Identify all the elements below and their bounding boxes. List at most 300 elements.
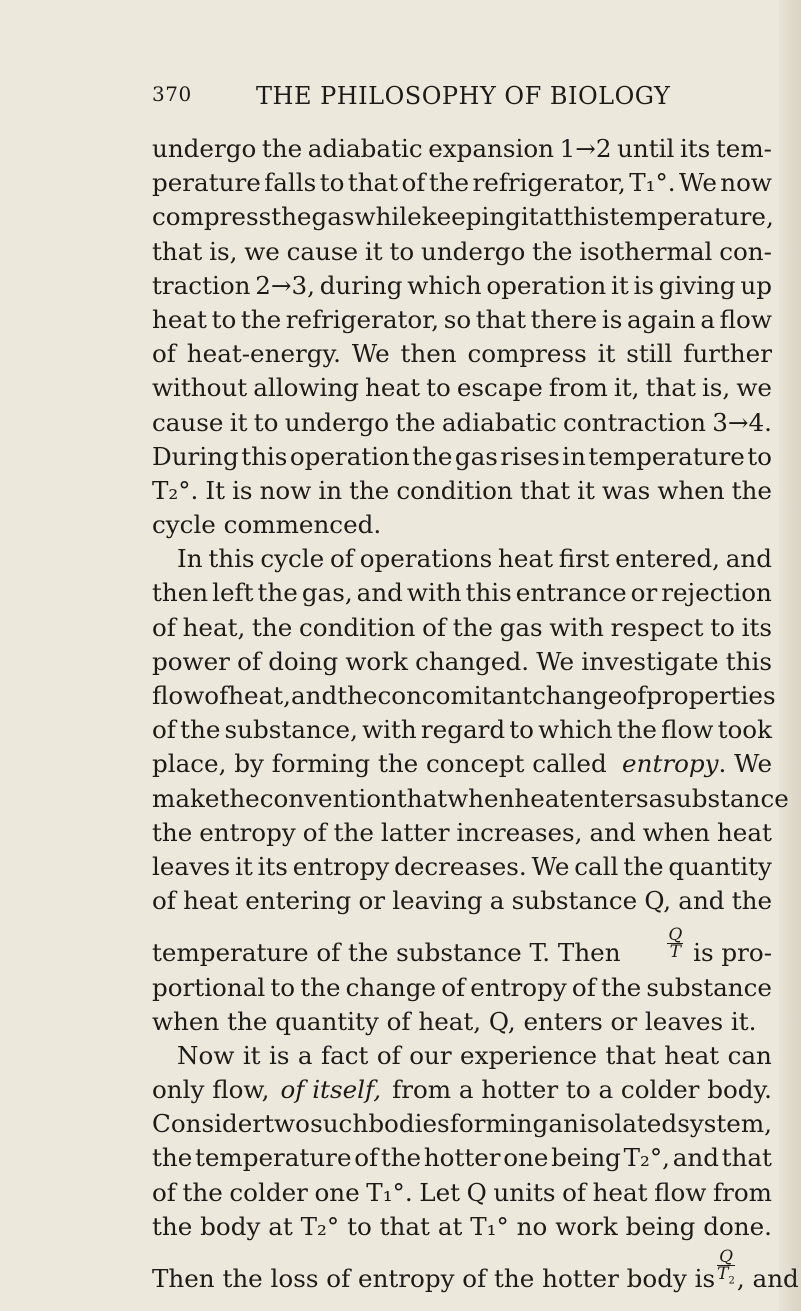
word: this: [465, 578, 512, 608]
word: temperature: [588, 441, 745, 471]
text-segment: . We: [718, 749, 772, 779]
word: a: [489, 886, 505, 916]
word: is: [633, 270, 654, 300]
word: from: [713, 1177, 772, 1207]
text-segment: only flow,: [152, 1075, 270, 1105]
fraction-denominator: [717, 1266, 735, 1289]
word: rejection: [661, 578, 772, 608]
text-segment: [715, 1247, 799, 1296]
word: that: [645, 373, 696, 403]
text-line: [152, 925, 772, 970]
word: entrance: [515, 578, 627, 608]
word: heat,: [228, 681, 291, 710]
word: quantity: [668, 851, 772, 881]
word: traction: [152, 270, 251, 300]
word: bodies: [368, 1109, 450, 1139]
word: the: [380, 1143, 422, 1173]
fraction-q-over-t: [667, 925, 683, 963]
word: heat: [498, 544, 553, 574]
word: this: [563, 202, 610, 232]
word: the: [257, 578, 298, 608]
word: 1→2: [559, 134, 612, 163]
denominator-subscript: 2: [728, 1275, 735, 1287]
word: of: [152, 612, 176, 642]
word: that: [379, 1211, 430, 1241]
word: investigate: [581, 646, 719, 676]
word: decreases.: [394, 851, 527, 881]
word: gas: [454, 441, 498, 471]
word: giving: [658, 270, 736, 300]
word: it: [242, 1040, 261, 1070]
word: Now: [177, 1040, 235, 1070]
text-line: [152, 269, 772, 303]
word: when: [642, 817, 710, 847]
word: to: [270, 972, 296, 1002]
word: and: [678, 886, 725, 916]
word: of: [562, 1177, 586, 1207]
word: being: [551, 1143, 621, 1173]
word: of: [152, 339, 176, 369]
word: substance: [663, 783, 789, 813]
word: during: [319, 270, 403, 300]
word: leaves: [152, 851, 231, 881]
word: an: [548, 1109, 579, 1139]
word: it,: [613, 373, 640, 403]
word: and: [589, 817, 636, 847]
word: adiabatic: [441, 407, 557, 437]
word: is,: [701, 373, 731, 403]
word: it: [597, 339, 616, 369]
text-line: when the quantity of heat, Q, enters or leaves it.: [152, 1006, 757, 1036]
word: Q,: [644, 886, 672, 916]
word: the: [152, 1143, 193, 1173]
word: its: [257, 851, 288, 881]
word: of: [401, 168, 426, 198]
word: of: [302, 817, 327, 847]
word: first: [558, 544, 610, 574]
word: the: [252, 612, 293, 642]
word: forming: [449, 1109, 549, 1139]
text-line: [152, 747, 772, 781]
word: expansion: [428, 134, 554, 163]
text-line: [152, 611, 772, 645]
word: and: [290, 681, 338, 710]
word: the: [271, 202, 312, 232]
text-line: [152, 337, 772, 371]
text-line: [152, 679, 776, 713]
word: doing: [268, 646, 339, 676]
word: the: [428, 168, 470, 198]
word: In: [177, 544, 203, 574]
word: to: [253, 407, 279, 437]
word: power: [152, 646, 230, 676]
word: is,: [209, 236, 238, 266]
body-text: [152, 132, 799, 1296]
word: one: [503, 1143, 549, 1173]
word: then: [152, 578, 209, 608]
word: 2→3,: [255, 270, 315, 300]
word: it: [610, 270, 629, 300]
word: T₂°.: [152, 475, 199, 505]
fraction-numerator: Q: [668, 925, 683, 946]
word: when: [657, 475, 725, 505]
word: Let: [419, 1177, 461, 1207]
word: keeping: [421, 202, 521, 232]
word: heat: [664, 1040, 720, 1070]
word: it: [520, 202, 539, 232]
word: falls: [264, 168, 317, 198]
word: the: [452, 612, 493, 642]
word: and: [672, 1143, 719, 1173]
word: units: [493, 1177, 556, 1207]
running-title: THE PHILOSOPHY OF BIOLOGY: [256, 82, 671, 110]
word: It: [205, 475, 226, 505]
word: system,: [677, 1109, 772, 1139]
word: our: [409, 1040, 452, 1070]
text-line: [152, 303, 772, 337]
word: the: [616, 715, 657, 745]
word: heat: [183, 886, 239, 916]
word: flow: [654, 1177, 707, 1207]
word: enters: [569, 783, 649, 813]
text-line: [152, 406, 772, 440]
word: of: [376, 1040, 401, 1070]
word: with: [549, 612, 604, 642]
word: properties: [646, 681, 776, 710]
fraction-denominator: T: [669, 942, 681, 963]
word: contraction: [563, 407, 706, 437]
page-edge: [779, 0, 801, 1311]
word: left: [212, 578, 254, 608]
word: increases,: [456, 817, 583, 847]
word: of: [152, 715, 176, 745]
word: then: [400, 339, 457, 369]
text-line: [152, 542, 772, 576]
page-number: 370: [152, 82, 192, 106]
word: cause: [286, 236, 359, 266]
text-line: [152, 884, 772, 918]
word: substance: [511, 886, 638, 916]
word: the: [532, 236, 573, 266]
word: is: [268, 1040, 290, 1070]
word: T₁°: [470, 1211, 509, 1241]
text-line: [152, 1141, 772, 1175]
text-line: [152, 371, 772, 405]
word: again: [626, 304, 696, 334]
text-line: [152, 576, 772, 610]
word: that: [396, 783, 448, 813]
word: cycle: [260, 544, 325, 574]
text-segment: temperature of the substance T. Then: [152, 938, 621, 968]
word: entropy: [470, 972, 567, 1002]
word: to: [211, 304, 237, 334]
word: that: [152, 236, 203, 266]
word: isothermal: [579, 236, 713, 266]
word: a: [700, 304, 716, 334]
word: which: [407, 270, 482, 300]
word: that: [475, 304, 527, 334]
word: isolated: [579, 1109, 678, 1139]
word: it: [229, 407, 248, 437]
word: further: [683, 339, 772, 369]
word: and: [725, 544, 772, 574]
word: condition: [396, 475, 513, 505]
word: to: [710, 612, 735, 642]
word: We: [679, 168, 717, 198]
word: the: [731, 475, 772, 505]
word: this: [241, 441, 288, 471]
word: heat: [716, 817, 772, 847]
word: of: [152, 886, 176, 916]
word: a: [648, 783, 664, 813]
word: entered,: [615, 544, 720, 574]
word: fact: [321, 1040, 369, 1070]
word: until: [617, 134, 675, 163]
word: T₂°,: [623, 1143, 670, 1173]
word: the: [261, 134, 303, 163]
word: the: [412, 441, 453, 471]
word: the: [731, 886, 772, 916]
word: entering: [245, 886, 352, 916]
text-line: [152, 235, 772, 269]
word: is: [232, 475, 253, 505]
word: of: [622, 681, 647, 710]
text-line: [152, 645, 772, 679]
word: gas: [499, 612, 543, 642]
word: one: [314, 1177, 360, 1207]
text-segment: from a hotter to a colder body.: [392, 1075, 772, 1105]
word: at: [538, 202, 564, 232]
text-line: [152, 200, 772, 234]
word: with: [362, 715, 417, 745]
word: flow: [152, 681, 205, 710]
text-line: [152, 1039, 772, 1073]
word: the: [300, 972, 341, 1002]
word: change: [345, 972, 437, 1002]
word: T₁°.: [366, 1177, 413, 1207]
of-itself-term: of itself,: [280, 1075, 382, 1105]
word: that: [605, 1040, 656, 1070]
text-line: [152, 474, 772, 508]
word: with: [406, 578, 462, 608]
word: latter: [380, 817, 450, 847]
word: or: [630, 578, 658, 608]
word: heat: [592, 1177, 648, 1207]
word: T₁°.: [629, 168, 676, 198]
word: to: [747, 441, 772, 471]
word: there: [530, 304, 598, 334]
word: no: [516, 1211, 548, 1241]
text-line: [152, 850, 772, 884]
word: entropy: [292, 851, 390, 881]
word: to: [426, 373, 451, 403]
word: to: [509, 715, 534, 745]
word: make: [152, 783, 220, 813]
word: tem-: [715, 134, 772, 163]
word: being: [625, 1211, 696, 1241]
word: colder: [229, 1177, 308, 1207]
text-line: [152, 166, 772, 200]
text-line: [152, 440, 772, 474]
word: During: [152, 441, 239, 471]
word: that: [347, 168, 399, 198]
word: entropy: [199, 817, 296, 847]
text-line: [152, 713, 772, 747]
text-segment: [622, 747, 772, 781]
word: the: [395, 407, 436, 437]
word: heat: [365, 373, 420, 403]
word: still: [626, 339, 673, 369]
word: heat-energy.: [186, 339, 341, 369]
text-line: [152, 1176, 772, 1210]
word: was: [601, 475, 651, 505]
word: concomitant: [377, 681, 532, 710]
word: to: [347, 1211, 372, 1241]
word: we: [244, 236, 280, 266]
word: compress: [152, 202, 272, 232]
word: of: [571, 972, 596, 1002]
word: the: [333, 817, 374, 847]
word: cause: [152, 407, 224, 437]
text-line: [152, 132, 772, 166]
word: that: [721, 1143, 772, 1173]
word: temperature: [194, 1143, 352, 1173]
word: this: [725, 646, 772, 676]
word: the: [219, 783, 260, 813]
word: call: [574, 851, 619, 881]
word: change: [531, 681, 623, 710]
word: condition: [298, 612, 416, 642]
word: heat: [152, 304, 207, 334]
word: flow: [661, 715, 714, 745]
word: to: [389, 236, 415, 266]
word: of: [441, 972, 466, 1002]
word: of: [354, 1143, 379, 1173]
denominator-symbol: T: [717, 1264, 729, 1285]
word: gas,: [301, 578, 353, 608]
word: We: [531, 851, 570, 881]
word: body: [200, 1211, 261, 1241]
text-line: [152, 971, 772, 1005]
word: of: [330, 544, 354, 574]
word: flow: [719, 304, 772, 334]
word: while: [354, 202, 422, 232]
page-header: [152, 82, 756, 122]
word: so: [443, 304, 472, 334]
word: the: [600, 972, 642, 1002]
word: the: [180, 715, 221, 745]
word: took: [717, 715, 772, 745]
word: adiabatic: [307, 134, 423, 163]
word: temperature,: [609, 202, 774, 232]
word: the: [152, 817, 193, 847]
word: and: [356, 578, 403, 608]
word: operations: [359, 544, 493, 574]
word: undergo: [152, 134, 257, 163]
word: substance,: [224, 715, 358, 745]
word: con-: [719, 236, 772, 266]
word: when: [447, 783, 515, 813]
text-segment: [665, 925, 772, 970]
word: from: [548, 373, 608, 403]
text-line: [152, 816, 772, 850]
word: operation: [289, 441, 410, 471]
word: refrigerator,: [285, 304, 440, 334]
word: or: [358, 886, 386, 916]
word: which: [538, 715, 613, 745]
word: Q: [466, 1177, 487, 1207]
word: undergo: [420, 236, 526, 266]
word: hotter: [423, 1143, 501, 1173]
text-line: [152, 1073, 772, 1107]
word: We: [536, 646, 575, 676]
word: at: [437, 1211, 463, 1241]
word: without: [152, 373, 248, 403]
word: portional: [152, 972, 266, 1002]
text-line: [152, 1210, 772, 1244]
word: rises: [500, 441, 560, 471]
text-line: [152, 1247, 799, 1296]
word: it: [577, 475, 595, 505]
text-segment: , and: [736, 1264, 799, 1293]
word: experience: [460, 1040, 598, 1070]
word: gas: [311, 202, 355, 232]
word: it: [234, 851, 253, 881]
word: this: [208, 544, 255, 574]
word: now: [259, 475, 312, 505]
word: the: [152, 1211, 193, 1241]
word: two: [264, 1109, 310, 1139]
word: of: [152, 1177, 176, 1207]
fraction-numerator: Q: [719, 1247, 733, 1268]
text-segment: Then the loss of entropy of the hotter body is: [152, 1264, 716, 1293]
word: is: [601, 304, 623, 334]
word: now: [720, 168, 772, 198]
word: done.: [703, 1211, 772, 1241]
word: Consider: [152, 1109, 265, 1139]
word: convention: [259, 783, 397, 813]
word: the: [337, 681, 378, 710]
word: refrigerator,: [472, 168, 626, 198]
fraction-q-over-t2: [717, 1249, 735, 1289]
word: T₂°: [300, 1211, 340, 1241]
word: the: [349, 475, 390, 505]
word: escape: [456, 373, 543, 403]
word: leaving: [392, 886, 483, 916]
word: can: [727, 1040, 772, 1070]
word: respect: [610, 612, 704, 642]
word: to: [319, 168, 345, 198]
word: its: [741, 612, 772, 642]
word: up: [740, 270, 772, 300]
word: We: [351, 339, 390, 369]
word: operation: [486, 270, 607, 300]
word: the: [240, 304, 282, 334]
word: that: [519, 475, 571, 505]
word: it: [364, 236, 383, 266]
word: its: [679, 134, 711, 163]
word: a: [297, 1040, 313, 1070]
word: of: [204, 681, 229, 710]
word: work: [555, 1211, 618, 1241]
word: at: [268, 1211, 293, 1241]
word: of: [422, 612, 447, 642]
entropy-term: entropy: [622, 749, 719, 779]
word: such: [310, 1109, 369, 1139]
word: perature: [152, 168, 261, 198]
word: regard: [420, 715, 506, 745]
word: the: [623, 851, 664, 881]
